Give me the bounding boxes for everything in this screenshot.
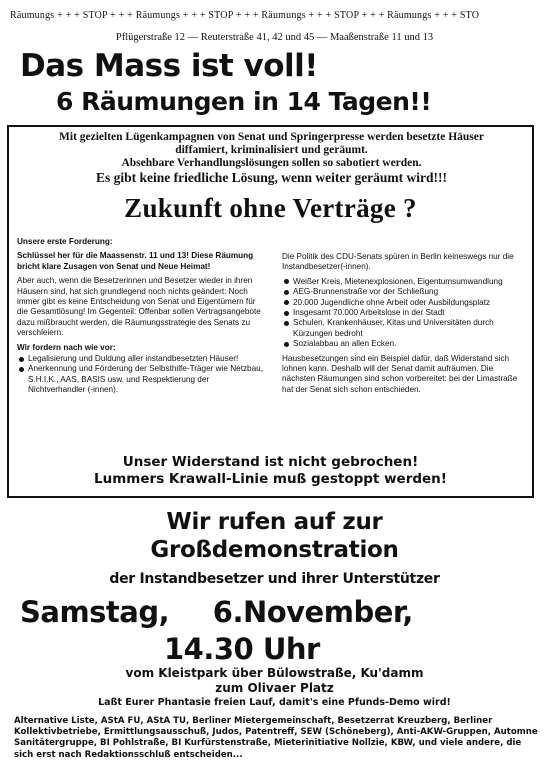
right-intro: Die Politik des CDU-Senats spüren in Berlin keineswegs nur die Instandbesetzer(-innen).: [282, 252, 514, 272]
left-heading: Unsere erste Forderung:: [17, 237, 113, 246]
intro-emphasis: Es gibt keine friedliche Lösung, wenn weiter geräumt wird!!!: [95, 170, 448, 185]
box-title: Zukunft ohne Verträge ?: [124, 193, 417, 223]
demands-list: [17, 354, 264, 396]
raeumungen-stop-banner: Räumungs + + + STOP + + + Räumungs + + + STOP + + + Räumungs + + + STOP + + + Räumungs + + + STO: [10, 10, 480, 21]
sub-headline: 6 Räumungen in 14 Tagen!!: [56, 87, 432, 116]
list-item: Anerkennung und Förderung der Selbsthilfe-Träger wie Netzbau, S.H.I.K., AAS, BASIS usw. und Respektierung der Nichtverhandler (-innen).: [28, 364, 263, 395]
intro-text: [13, 131, 530, 185]
call-line-3: der Instandbesetzer und ihrer Unterstützer: [109, 571, 440, 587]
intro-line: Absehbare Verhandlungslösungen sollen so sabotiert werden.: [121, 157, 422, 169]
main-headline: Das Mass ist voll!: [20, 48, 318, 84]
call-line-2: Großdemonstration: [150, 537, 399, 563]
organizers-list: Alternative Liste, AStA FU, AStA TU, Berliner Mietergemeinschaft, Besetzerrat Kreuzberg, Berliner Kollektivbetriebe, Ermittlungsausschuß, Judos, Patentreff, SEW (Schöneberg), Anti-AKW-Gruppen, Automne Sanitätergruppe, BI Pohlstraße, BI Kurfürstenstraße, Mieterinitiative Nollzie, KBW, und viele andere, die sich erst nach Redaktionsschluß entscheiden...: [14, 716, 538, 760]
demands-heading: Wir fordern nach wie vor:: [17, 342, 116, 352]
list-item: Sozialabbau an allen Ecken.: [293, 339, 527, 349]
left-paragraph: Aber auch, wenn die Besetzerinnen und Besetzer wieder in ihren Häusern sind, hat sich grundlegend noch nichts geändert: Noch immer gibt es keine Entscheidung von Senat und Eigentümern für die Gesamtlösung! Im Gegenteil: Offenbar sollen Vertragsangebote dazu mißbraucht werden, die Räumungsstrategie des Senats zu verschleiern.: [17, 276, 261, 338]
list-item: Legalisierung und Duldung aller instandbesetzten Häuser!: [28, 354, 264, 364]
right-paragraph: Hausbesetzungen sind ein Beispiel dafür, daß Widerstand sich lohnen kann. Deshalb will der Senat damit aufräumen. Die nächsten Räumungen sind schon vorbereitet: bei der Limastraße hat der Senat sich schon entschieden.: [282, 353, 518, 394]
route-line-1: vom Kleistpark über Bülowstraße, Ku'damm: [125, 666, 424, 680]
demo-motto: Laßt Eurer Phantasie freien Lauf, damit's eine Pfunds-Demo wird!: [98, 697, 451, 708]
demo-day: Samstag,: [20, 595, 170, 629]
call-line-1: Wir rufen auf zur: [166, 509, 383, 535]
framed-statement-box: [7, 125, 534, 498]
list-item: Weißer Kreis, Mietenexplosionen, Eigentumsumwandlung: [293, 277, 527, 287]
list-item: 20.000 Jugendliche ohne Arbeit oder Ausbildungsplatz: [293, 298, 527, 308]
occupied-streets-line: Pflügerstraße 12 — Reuterstraße 41, 42 und 45 — Maaßenstraße 11 und 13: [115, 32, 434, 43]
grievances-list: [282, 277, 527, 350]
list-item: Schulen, Krankenhäuser, Kitas und Universitäten durch Kürzungen bedroht: [293, 318, 527, 339]
route-line-2: zum Olivaer Platz: [215, 681, 334, 695]
list-item: AEG-Brunnenstraße vor der Schließung: [293, 287, 527, 297]
resistance-statement: [9, 454, 532, 488]
right-column: [282, 252, 527, 399]
resistance-line: Unser Widerstand ist nicht gebrochen!: [122, 454, 419, 470]
demo-date: [20, 595, 540, 629]
left-column: [17, 237, 264, 400]
first-demand: Schlüssel her für die Maassenstr. 11 und 13! Diese Räumung bricht klare Zusagen von Senat und Neue Heimat!: [17, 251, 254, 271]
resistance-line: Lummers Krawall-Linie muß gestoppt werden!: [94, 471, 447, 487]
list-item: Insgesamt 70.000 Arbeitslose in der Stadt: [293, 308, 527, 318]
intro-line: Mit gezielten Lügenkampagnen von Senat und Springerpresse werden besetzte Häuser: [59, 131, 484, 143]
demo-time: 14.30 Uhr: [164, 632, 320, 666]
demo-date-value: 6.November,: [212, 595, 413, 629]
intro-line: diffamiert, kriminalisiert und geräumt.: [175, 144, 368, 156]
